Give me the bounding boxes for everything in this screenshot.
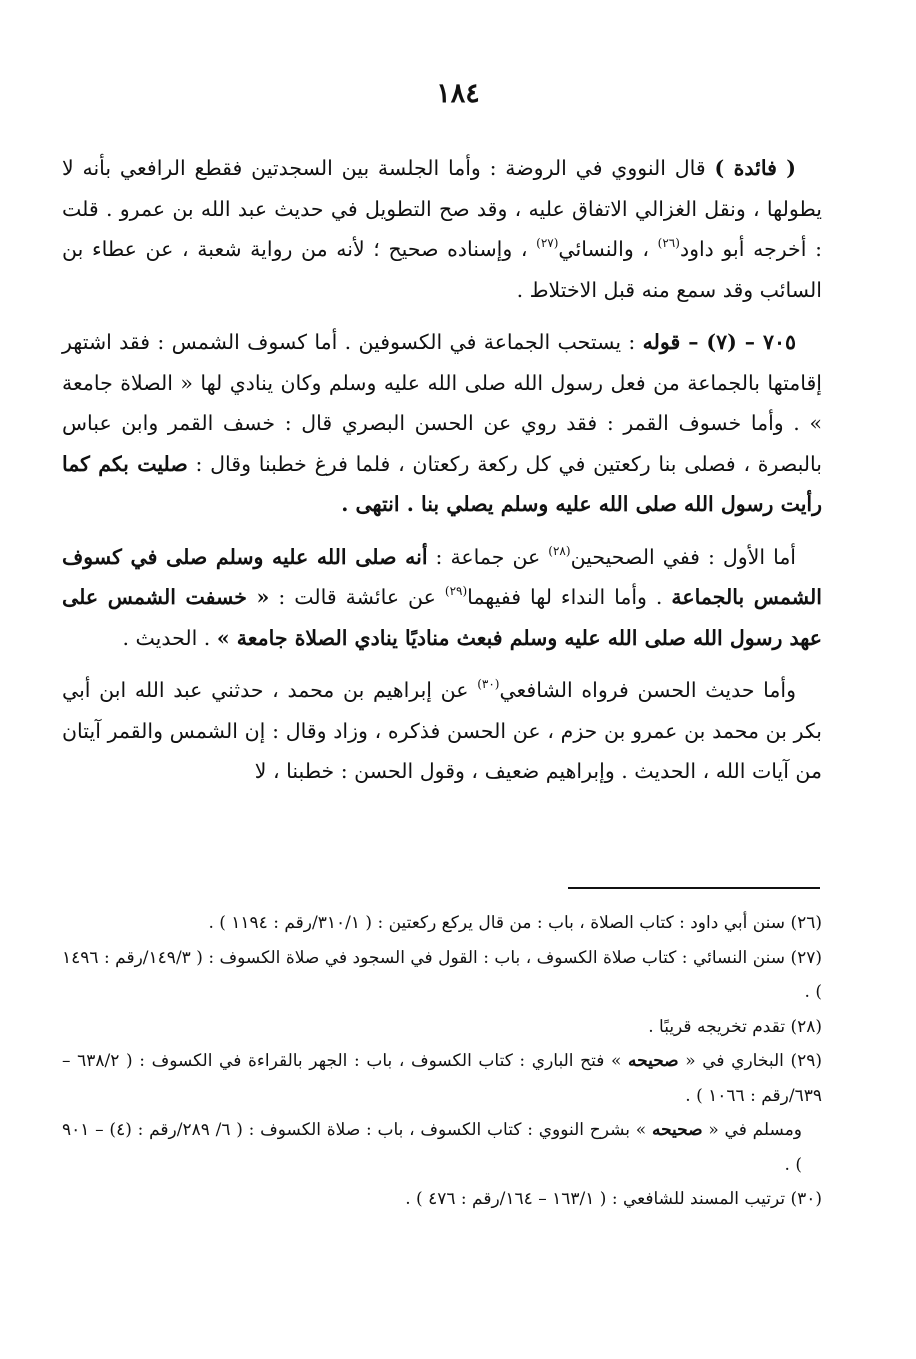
paragraph-705 (62, 322, 822, 525)
footnote-text: (٢٩) البخاري في « (678, 1051, 823, 1071)
footnote-bold: صحيحه (651, 1120, 703, 1140)
footnote-separator (568, 887, 820, 889)
hadith-quote: صليت بكم كما رأيت رسول الله صلى الله عليه وسلم يصلي بنا . انتهى . (62, 451, 822, 516)
paragraph-text: : يستحب الجماعة في الكسوفين . أما كسوف الشمس : فقد اشتهر إقامتها بالجماعة من فعل رسول الله صلى الله عليه وسلم وكان ينادي لها « الصلاة جامعة » . وأما خسوف القمر : فقد روي عن الحسن البصري قال : خسف القمر وابن عباس بالبصرة ، فصلى بنا ركعتين في كل ركعة ركعتان ، فلما فرغ خطبنا وقال : (62, 330, 823, 476)
footnote-text: » فتح الباري : كتاب الكسوف ، باب : الجهر بالقراءة في الكسوف : ( ٦٣٨/٢ – ٦٣٩/رقم : ١٠٦٦ ) . (62, 1051, 822, 1106)
footnote-28: (٢٨) تقدم تخريجه قريبًا . (648, 1016, 822, 1037)
paragraph-text: ، وإسناده صحيح ؛ لأنه من رواية شعبة ، عن عطاء بن السائب وقد سمع منه قبل الاختلاط . (62, 237, 822, 302)
footnotes (62, 906, 822, 1217)
paragraph-text: قال النووي في الروضة : وأما الجلسة بين السجدتين فقطع الرافعي بأنه لا يطولها ، ونقل الغزالي الاتفاق عليه ، وقد صح التطويل في حديث عبد الله بن عمرو . قلت : أخرجه أبو داود (62, 156, 822, 261)
footnote-29-continued (62, 1113, 822, 1182)
paragraph-first (62, 537, 822, 659)
footnote-29 (62, 1044, 822, 1113)
paragraph-text: ، والنسائي (558, 237, 658, 261)
hadith-quote: أنه صلى الله عليه وسلم صلى في كسوف الشمس بالجماعة (62, 544, 822, 609)
paragraph-text: أما الأول : ففي الصحيحين (570, 544, 797, 569)
footnote-text: » بشرح النووي : كتاب الكسوف ، باب : صلاة الكسوف : ( ٦/ ٢٨٩/رقم : (٤) – ٩٠١ ) . (62, 1120, 802, 1175)
footnote-ref-30[interactable]: (٣٠) (477, 677, 500, 691)
fayda-label: ( فائدة ) (714, 156, 796, 180)
footnote-30: (٣٠) ترتيب المسند للشافعي : ( ١٦٣/١ – ١٦٤/رقم : ٤٧٦ ) . (405, 1189, 822, 1209)
paragraph-text: عن إبراهيم بن محمد ، حدثني عبد الله ابن أبي بكر بن محمد بن عمرو بن حزم ، عن الحسن فذكره ، وزاد وقال : إن الشمس والقمر آيتان من آيات الله ، الحديث . وإبراهيم ضعيف ، وقول الحسن : خطبنا ، لا (62, 678, 822, 783)
footnote-27: (٢٧) سنن النسائي : كتاب صلاة الكسوف ، باب : القول في السجود في صلاة الكسوف : ( ١٤٩/٣/رقم : ١٤٩٦ ) . (62, 947, 822, 1002)
paragraph-fayda (62, 148, 822, 310)
footnote-text: ومسلم في « (702, 1120, 803, 1140)
paragraph-text: . وأما النداء لها ففيهما (467, 585, 672, 609)
paragraph-hasan (62, 670, 822, 792)
footnote-bold: صحيحه (627, 1051, 679, 1071)
paragraph-text: عن جماعة : (427, 544, 549, 569)
hadith-quote: « خسفت الشمس على عهد رسول الله صلى الله عليه وسلم فبعث مناديًا ينادي الصلاة جامعة » (62, 585, 822, 650)
paragraph-text: . الحديث . (122, 625, 217, 650)
page-number: ١٨٤ (436, 78, 480, 109)
footnote-ref-28[interactable]: (٢٨) (548, 543, 571, 558)
footnote-ref-27[interactable]: (٢٧) (536, 236, 559, 250)
footnote-ref-29[interactable]: (٢٩) (444, 584, 468, 598)
paragraph-text: عن عائشة قالت : (269, 585, 445, 609)
body-text (62, 148, 822, 804)
hadith-heading: ٧٠٥ – (٧) – قوله (642, 330, 796, 354)
footnote-ref-26[interactable]: (٢٦) (657, 236, 680, 250)
paragraph-text: وأما حديث الحسن فرواه الشافعي (499, 678, 797, 702)
footnote-26: (٢٦) سنن أبي داود : كتاب الصلاة ، باب : من قال يركع ركعتين : ( ٣١٠/١/رقم : ١١٩٤ ) . (208, 913, 822, 933)
